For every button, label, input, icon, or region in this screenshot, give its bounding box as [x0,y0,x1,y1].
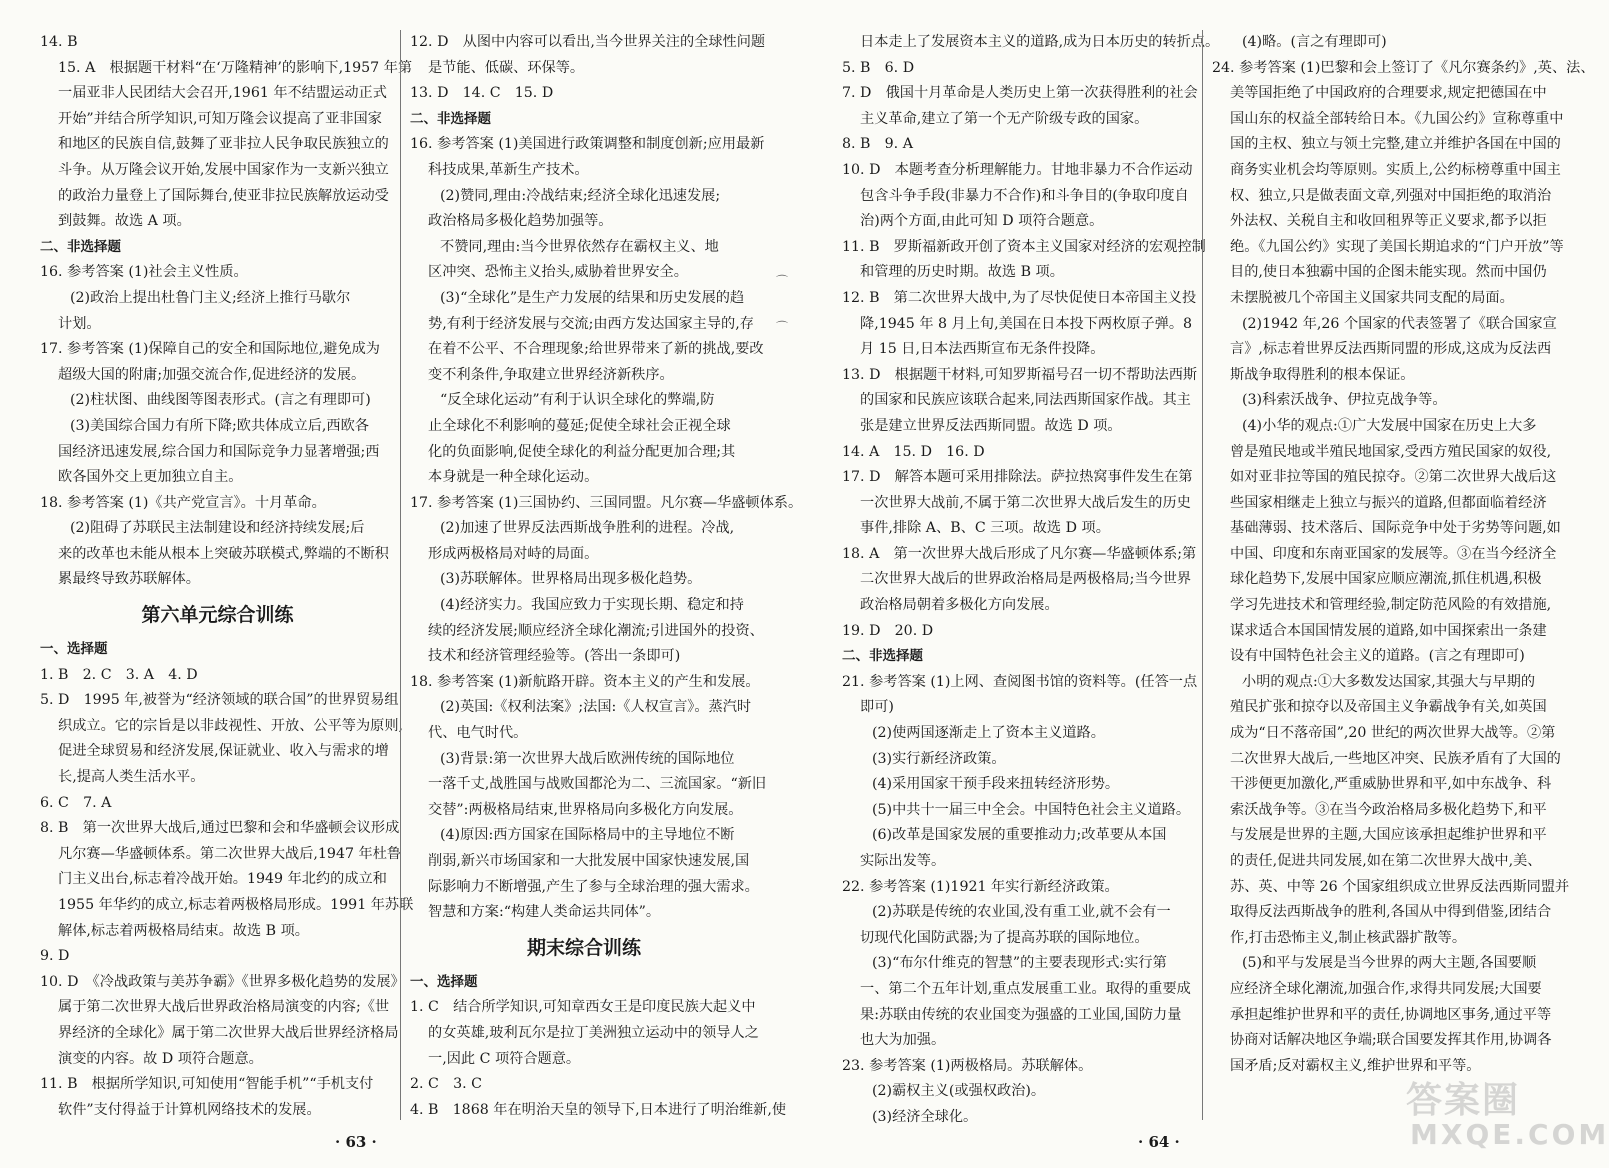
text-line: 6. C 7. A [40,794,112,811]
text-line: 成为“日不落帝国”,20 世纪的两次世界大战等。②第 [1230,725,1556,742]
text-line: 交替”:两极格局结束,世界格局向多极化方向发展。 [428,801,743,818]
text-line: 削弱,新兴市场国家和一大批发展中国家快速发展,国 [428,853,750,869]
text-line: (4)小华的观点:①广大发展中国家在历史上大多 [1242,417,1537,434]
text-line: (6)改革是国家发展的重要推动力;改革要从本国 [872,827,1167,844]
page-number-right: · 64 · [1138,1133,1180,1151]
text-line: 治)两个方面,由此可知 D 项符合题意。 [860,213,1104,230]
text-line: 欧各国外交上更加独立自主。 [58,469,243,486]
fold-mark: ⌒ [776,274,789,288]
text-line: 二次世界大战后,一些地区冲突、民族矛盾有了大国的 [1230,750,1561,767]
text-line: 促进全球贸易和经济发展,保证就业、收入与需求的增 [58,743,389,760]
column-divider [1202,30,1203,1120]
text-line: 本身就是一种全球化运动。 [428,469,599,486]
text-line: 殖民扩张和掠夺以及帝国主义争霸战争有关,如英国 [1230,699,1547,716]
text-line: 外法权、关税自主和收回租界等正义要求,都予以拒 [1230,213,1547,230]
text-line: 9. D [40,948,70,965]
text-line: (3)苏联解体。世界格局出现多极化趋势。 [440,571,702,588]
text-line: 解体,标志着两极格局结束。故选 B 项。 [58,922,309,939]
text-line: 长,提高人类生活水平。 [58,769,205,786]
text-line: 科技成果,革新生产技术。 [428,161,589,178]
text-line: 的政治力量登上了国际舞台,使亚非拉民族解放运动受 [58,187,389,204]
text-line: 作,打击恐怖主义,制止核武器扩散等。 [1230,929,1467,946]
text-line: (5)中共十一届三中全会。中国特色社会主义道路。 [872,801,1191,818]
text-line: 软件”支付得益于计算机网络技术的发展。 [58,1101,321,1118]
text-line: 17. D 解答本题可采用排除法。萨拉热窝事件发生在第 [842,469,1193,486]
text-line: 累最终导致苏联解体。 [58,571,200,588]
text-line: 国经济迅速发展,综合国力和国际竞争力显著增强;西 [58,443,380,460]
text-line: (2)霸权主义(或强权政治)。 [872,1083,1046,1100]
text-line: 设有中国特色社会主义的道路。(言之有理即可) [1230,648,1525,665]
fold-mark: ⌒ [776,320,789,334]
text-line: 1. C 结合所学知识,可知章西女王是印度民族大起义中 [410,999,756,1016]
text-line: 14. B [40,34,78,50]
text-line: 际影响力不断增强,产生了参与全球治理的强大需求。 [428,878,759,895]
text-line: (2)使两国逐渐走上了资本主义道路。 [872,725,1105,742]
text-line: 美等国拒绝了中国政府的合理要求,规定把德国在中 [1230,85,1547,102]
text-line: 目的,使日本独霸中国的企图未能实现。然而中国仍 [1230,264,1547,281]
text-line: (3)“全球化”是生产力发展的结果和历史发展的趋 [440,289,745,306]
text-line: 基础薄弱、技术落后、国际竞争中处于劣势等问题,如 [1230,520,1561,537]
text-line: 小明的观点:①大多数发达国家,其强大与早期的 [1242,673,1536,690]
text-line: 17. 参考答案 (1)三国协约、三国同盟。凡尔赛—华盛顿体系。 [410,494,803,511]
text-line: (2)政治上提出杜鲁门主义;经济上推行马歇尔 [70,289,351,306]
section-heading: 期末综合训练 [526,936,641,959]
text-line: 2. C 3. C [410,1076,482,1093]
text-line: 索沃战争等。③在当今政治格局多极化趋势下,和平 [1230,801,1547,818]
text-line: 不赞同,理由:当今世界依然存在霸权主义、地 [440,238,719,255]
text-line: 势,有利于经济发展与交流;由西方发达国家主导的,存 [428,315,754,332]
text-line: 来的改革也未能从根本上突破苏联模式,弊端的不断积 [58,545,389,562]
text-line: 11. B 罗斯福新政开创了资本主义国家对经济的宏观控制 [842,238,1206,255]
text-line: 18. A 第一次世界大战后形成了凡尔赛—华盛顿体系;第 [842,545,1197,562]
text-line: (2)苏联是传统的农业国,没有重工业,就不会有一 [872,904,1171,921]
text-line: 果:苏联由传统的农业国变为强盛的工业国,国防力量 [860,1006,1182,1023]
text-line: 界经济的全球化》属于第二次世界大战后世界经济格局 [58,1024,399,1041]
text-line: 国山东的权益全部转给日本。《九国公约》宣称尊重中 [1230,110,1564,127]
text-line: 张是建立世界反法西斯同盟。故选 D 项。 [860,417,1122,434]
text-line: (3)背景:第一次世界大战后欧洲传统的国际地位 [440,750,735,767]
text-line: 和管理的历史时期。故选 B 项。 [860,264,1064,281]
text-line: 一落千丈,战胜国与战败国都沦为二、三流国家。“新旧 [428,776,767,793]
text-line: 承担起维护世界和平的责任,协调地区事务,通过平等 [1230,1006,1552,1023]
text-line: 19. D 20. D [842,622,934,639]
text-line: 降,1945 年 8 月上旬,美国在日本投下两枚原子弹。8 [860,315,1193,332]
text-line: 日本走上了发展资本主义的道路,成为日本历史的转折点。 [860,34,1220,50]
text-line: 如对亚非拉等国的殖民掠夺。②第二次世界大战后这 [1230,469,1557,486]
text-line: 干涉便更加激化,严重威胁世界和平,如中东战争、科 [1230,776,1552,793]
text-line: 17. 参考答案 (1)保障自己的安全和国际地位,避免成为 [40,341,380,358]
text-line: (2)1942 年,26 个国家的代表签署了《联合国家宣 [1242,315,1557,332]
text-line: 续的经济发展;顺应经济全球化潮流;引进国外的投资、 [428,622,764,639]
text-line: 超级大国的附庸;加强交流合作,促进经济的发展。 [58,366,366,383]
text-line: 16. 参考答案 (1)美国进行政策调整和制度创新;应用最新 [410,136,765,153]
text-line: 计划。 [58,315,101,332]
column-1 [40,30,414,1123]
subsection-heading: 一、选择题 [410,973,478,990]
text-line: 一,因此 C 项符合题意。 [428,1050,581,1067]
text-line: 23. 参考答案 (1)两极格局。苏联解体。 [842,1057,1093,1074]
text-line: 取得反法西斯战争的胜利,各国从中得到借鉴,团结合 [1230,904,1552,921]
text-line: 斗争。从万隆会议开始,发展中国家作为一支新兴独立 [58,161,389,178]
text-line: 24. 参考答案 (1)巴黎和会上签订了《凡尔赛条约》,英、法、 [1212,59,1595,76]
text-line: 18. 参考答案 (1)《共产党宣言》。十月革命。 [40,494,326,511]
text-line: 一、第二个五年计划,重点发展重工业。取得的重要成 [860,980,1191,997]
text-line: 16. 参考答案 (1)社会主义性质。 [40,264,248,281]
text-line: 即可) [860,699,894,716]
text-line: 代、电气时代。 [428,725,528,742]
text-line: (4)采用国家干预手段来扭转经济形势。 [872,776,1120,793]
text-line: (2)柱状图、曲线图等图表形式。(言之有理即可) [70,392,371,409]
subsection-heading: 二、非选择题 [410,110,491,127]
text-line: 22. 参考答案 (1)1921 年实行新经济政策。 [842,878,1119,895]
text-line: 18. 参考答案 (1)新航路开辟。资本主义的产生和发展。 [410,673,760,690]
text-line: 4. B 1868 年在明治天皇的领导下,日本进行了明治维新,使 [410,1101,787,1118]
column-divider [400,30,401,1120]
text-line: 一次世界大战前,不属于第二次世界大战后发生的历史 [860,494,1191,511]
text-line: 11. B 根据所学知识,可知使用“智能手机”“手机支付 [40,1076,374,1093]
text-line: 事件,排除 A、B、C 三项。故选 D 项。 [860,520,1110,537]
text-line: 演变的内容。故 D 项符合题意。 [58,1050,263,1067]
text-line: 应经济全球化潮流,加强合作,求得共同发展;大国要 [1230,980,1542,997]
text-line: 绝。《九国公约》实现了美国长期追求的“门户开放”等 [1230,238,1564,255]
text-line: 智慧和方案:“构建人类命运共同体”。 [428,904,661,921]
column-4 [1212,30,1595,1079]
text-line: 言》,标志着世界反法西斯同盟的形成,这成为反法西 [1230,341,1552,358]
text-line: 到鼓舞。故选 A 项。 [58,213,191,230]
text-line: (4)经济实力。我国应致力于实现长期、稳定和持 [440,597,744,614]
text-line: 化的负面影响,促使全球化的利益分配更加合理;其 [428,443,736,460]
text-line: 政治格局朝着多极化方向发展。 [860,597,1059,614]
subsection-heading: 一、选择题 [40,641,108,658]
text-line: 21. 参考答案 (1)上网、查阅图书馆的资料等。(任答一点 [842,673,1198,690]
text-line: 一届亚非人民团结大会召开,1961 年不结盟运动正式 [58,85,387,102]
text-line: 谋求适合本国国情发展的道路,如中国探索出一条建 [1230,622,1547,639]
text-line: (2)加速了世界反法西斯战争胜利的进程。冷战, [440,520,735,537]
text-line: 月 15 日,日本法西斯宣布无条件投降。 [860,341,1105,358]
text-line: 凡尔赛—华盛顿体系。第二次世界大战后,1947 年杜鲁 [58,845,402,862]
text-line: (3)科索沃战争、伊拉克战争等。 [1242,392,1447,409]
text-line: 1. B 2. C 3. A 4. D [40,666,198,683]
text-line: 技术和经济管理经验等。(答出一条即可) [428,648,681,665]
watermark-url: MXQE.COM [1410,1118,1609,1151]
text-line: 形成两极格局对峙的局面。 [428,545,599,562]
text-line: 变不利条件,争取建立世界经济新秩序。 [428,366,674,383]
text-line: 属于第二次世界大战后世界政治格局演变的内容;《世 [58,999,390,1016]
subsection-heading: 二、非选择题 [40,238,121,255]
text-line: 的女英雄,玻利瓦尔是拉丁美洲独立运动中的领导人之 [428,1024,759,1041]
text-line: 球化趋势下,发展中国家应顺应潮流,抓住机遇,积极 [1230,571,1542,588]
text-line: 未摆脱被几个帝国主义国家共同支配的局面。 [1230,289,1514,306]
text-line: 国的主权、独立与领土完整,建立并维护各国在中国的 [1230,136,1561,153]
watermark-logo [1398,1072,1609,1156]
text-line: 中国、印度和东南亚国家的发展等。③在当今经济全 [1230,545,1557,562]
text-line: 区冲突、恐怖主义抬头,威胁着世界安全。 [428,264,688,281]
text-line: 商务实业机会均等原则。实质上,公约标榜尊重中国主 [1230,161,1561,178]
text-line: 8. B 9. A [842,136,913,153]
text-line: 开始”并结合所学知识,可知万隆会议提高了亚非国家 [58,110,382,127]
text-line: 和地区的民族自信,鼓舞了亚非拉人民争取民族独立的 [58,136,389,153]
text-line: (3)实行新经济政策。 [872,750,1006,767]
text-line: (2)阻碍了苏联民主法制建设和经济持续发展;后 [70,520,365,537]
text-line: 止全球化不利影响的蔓延;促使全球社会正视全球 [428,417,731,434]
text-line: 也大为加强。 [860,1032,946,1049]
text-line: 些国家相继走上独立与振兴的道路,但都面临着经济 [1230,494,1547,511]
text-line: (3)“布尔什维克的智慧”的主要表现形式:实行第 [872,955,1167,972]
text-line: 在着不公平、不合理现象;给世界带来了新的挑战,要改 [428,341,764,358]
text-line: 的责任,促进共同发展,如在第二次世界大战中,美、 [1230,853,1542,869]
text-line: 5. B 6. D [842,59,915,76]
text-line: 的国家和民族应该联合起来,同法西斯国家作战。其主 [860,392,1191,409]
text-line: 织成立。它的宗旨是以非歧视性、开放、公平等为原则, [58,717,404,734]
text-line: 门主义出台,标志着冷战开始。1949 年北约的成立和 [58,871,387,888]
watermark-title: 答案圈 [1406,1080,1521,1121]
text-line: (3)经济全球化。 [872,1108,978,1125]
text-line: 实际出发等。 [860,853,946,869]
text-line: 14. A 15. D 16. D [842,443,985,460]
text-line: (5)和平与发展是当今世界的两大主题,各国要顺 [1242,955,1537,972]
text-line: 曾是殖民地或半殖民地国家,受西方殖民国家的奴役, [1230,443,1552,460]
text-line: 包含斗争手段(非暴力不合作)和斗争目的(争取印度自 [860,187,1189,204]
text-line: 13. D 根据题干材料,可知罗斯福号召一切不帮助法西斯 [842,366,1198,383]
text-line: 协商对话解决地区争端;联合国要发挥其作用,协调各 [1230,1032,1552,1049]
text-line: “反全球化运动”有利于认识全球化的弊端,防 [440,392,715,409]
text-line: 13. D 14. C 15. D [410,85,554,102]
text-line: 10. D 本题考查分析理解能力。甘地非暴力不合作运动 [842,161,1193,178]
text-line: 权、独立,只是做表面文章,列强对中国拒绝的取消治 [1230,187,1552,204]
text-line: 12. D 从图中内容可以看出,当今世界关注的全球性问题 [410,34,766,50]
text-line: (2)赞同,理由:冷战结束;经济全球化迅速发展; [440,187,721,204]
text-line: 15. A 根据题干材料“在‘万隆精神’的影响下,1957 年第 [58,59,413,76]
text-line: 二次世界大战后的世界政治格局是两极格局;当今世界 [860,571,1192,588]
text-line: 学习先进技术和管理经验,制定防范风险的有效措施, [1230,597,1552,614]
text-line: 斯战争取得胜利的根本保证。 [1230,366,1415,383]
column-3 [842,30,1220,1131]
text-line: (4)原因:西方国家在国际格局中的主导地位不断 [440,827,735,844]
column-2 [410,30,803,1123]
text-line: 切现代化国防武器;为了提高苏联的国际地位。 [860,929,1149,946]
text-line: 12. B 第二次世界大战中,为了尽快促使日本帝国主义投 [842,289,1197,306]
text-line: 国矛盾;反对霸权主义,维护世界和平等。 [1230,1057,1481,1074]
text-line: 1955 年华约的成立,标志着两极格局形成。1991 年苏联 [58,897,414,913]
section-heading: 第六单元综合训练 [141,604,294,627]
text-line: 苏、英、中等 26 个国家组织成立世界反法西斯同盟并 [1230,878,1570,895]
text-line: 与发展是世界的主题,大国应该承担起维护世界和平 [1230,827,1547,844]
text-line: 7. D 俄国十月革命是人类历史上第一次获得胜利的社会 [842,85,1198,102]
text-line: (2)英国:《权利法案》;法国:《人权宣言》。蒸汽时 [440,699,752,716]
text-line: 政治格局多极化趋势加强等。 [428,213,613,230]
page-number-left: · 63 · [335,1133,377,1151]
text-line: (3)美国综合国力有所下降;欧共体成立后,西欧各 [70,417,369,434]
text-line: 8. B 第一次世界大战后,通过巴黎和会和华盛顿会议形成 [40,820,400,837]
text-line: 是节能、低碳、环保等。 [428,59,585,76]
text-line: 5. D 1995 年,被誉为“经济领域的联合国”的世界贸易组 [40,692,399,709]
text-line: 主义革命,建立了第一个无产阶级专政的国家。 [860,110,1149,127]
text-line: 10. D 《冷战政策与美苏争霸》《世界多极化趋势的发展》 [40,973,405,990]
text-line: (4)略。(言之有理即可) [1242,34,1387,50]
subsection-heading: 二、非选择题 [842,648,923,665]
